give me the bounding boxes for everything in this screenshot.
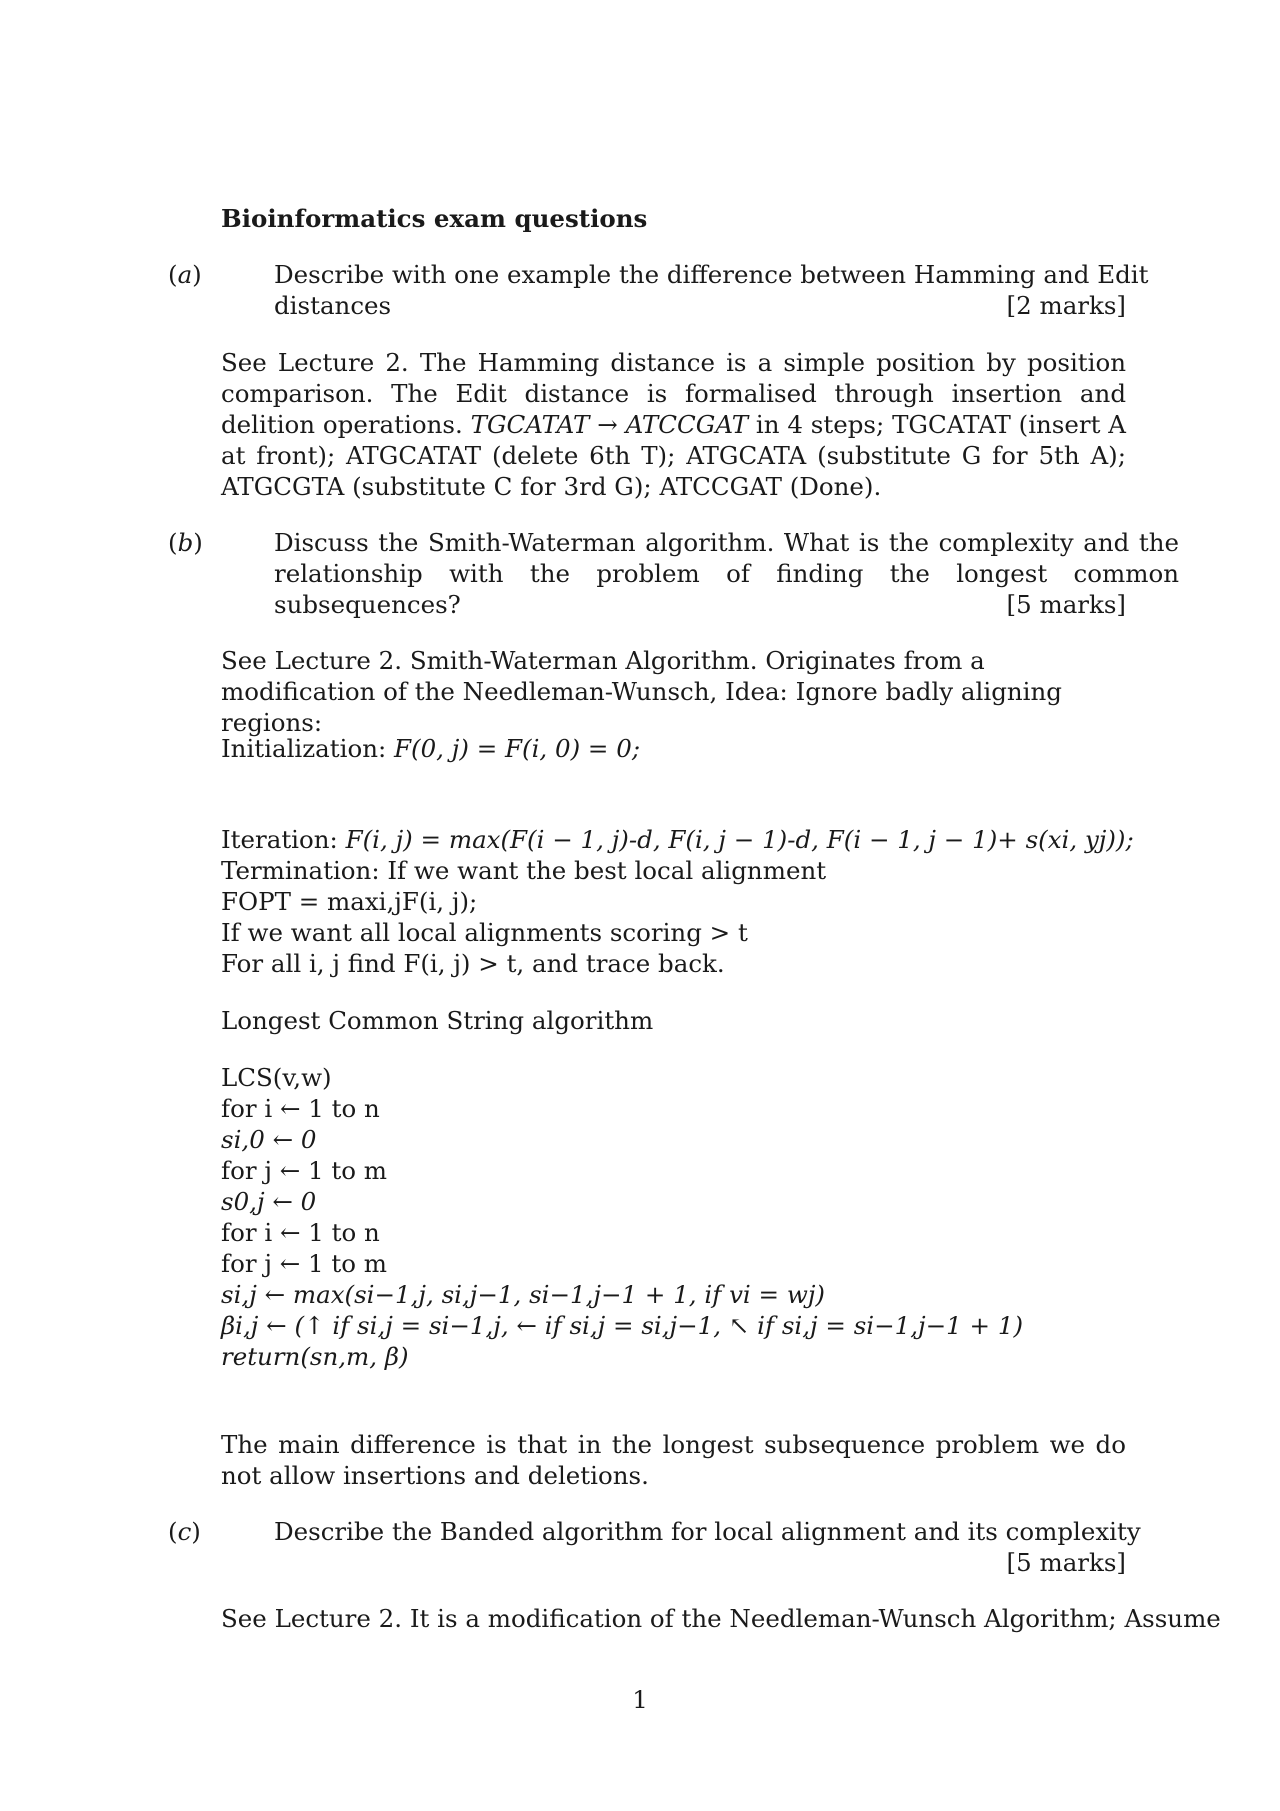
answer-a-to-seq: ATCCGAT [625,410,749,439]
iteration-label: Iteration: [221,825,338,854]
answer-a-part1: See Lecture 2. The Hamming distance is a simple position by position comparison. The Edit distance is formalised through insertion and delition operations. [221,348,1126,439]
answer-b-conclusion: The main difference is that in the longest subsequence problem we do not allow insertions and deletions. [221,1430,1126,1490]
lcs-line: βi,j ← (↑ if si,j = si−1,j, ← if si,j = si,j−1, ↖ if si,j = si−1,j−1 + 1) [221,1311,1024,1340]
question-c-label: (c) [168,1517,201,1546]
iteration-line [221,824,1134,855]
lcs-line: for i ← 1 to n [221,1218,380,1247]
answer-a [221,347,1126,502]
lcs-line: si,0 ← 0 [221,1125,317,1154]
answer-a-from-seq: TGCATAT [470,410,590,439]
question-c [168,1516,1179,1547]
fopt-line: FOPT = maxi,jF(i, j); [221,887,478,916]
all-local-line: If we want all local alignments scoring > t [221,918,748,947]
lcs-line: for j ← 1 to m [221,1156,388,1185]
question-a-text: Describe with one example the difference between Hamming and Edit distances [274,260,1149,320]
answer-a-part2: in 4 steps; TGCATAT (insert A at front); ATGCATAT (delete 6th T); ATGCATA (substitute G for 5th A); ATGCGTA (substitute C for 3rd G); ATCCGAT (Done). [221,410,1126,501]
lcs-line: for i ← 1 to n [221,1094,380,1123]
lcs-line: s0,j ← 0 [221,1187,317,1216]
answer-c-start: See Lecture 2. It is a modification of the Needleman-Wunsch Algorithm; Assume [221,1604,1221,1633]
answer-a-arrow: → [597,410,618,439]
document-title: Bioinformatics exam questions [221,204,648,233]
lcs-line: for j ← 1 to m [221,1249,388,1278]
page-number: 1 [632,1685,648,1714]
question-a-marks: [2 marks] [1006,291,1126,320]
question-b-text: Discuss the Smith-Waterman algorithm. What is the complexity and the relationship with the problem of finding the longest common subsequences? [274,528,1179,619]
initialization-formula: F(0, j) = F(i, 0) = 0; [394,734,641,763]
initialization-line [221,733,1126,764]
iteration-formula: F(i, j) = max(F(i − 1, j)-d, F(i, j − 1)-d, F(i − 1, j − 1)+ s(xi, yj)); [345,825,1134,854]
trace-line: For all i, j find F(i, j) > t, and trace back. [221,949,725,978]
answer-b-intro: See Lecture 2. Smith-Waterman Algorithm. Originates from a modification of the Needleman-Wunsch, Idea: Ignore badly aligning regions: [221,646,1062,737]
question-b-marks: [5 marks] [1006,590,1126,619]
lcs-line: si,j ← max(si−1,j, si,j−1, si−1,j−1 + 1, if vi = wj) [221,1280,825,1309]
initialization-label: Initialization: [221,734,387,763]
question-c-marks: [5 marks] [1006,1548,1126,1577]
lcs-heading: Longest Common String algorithm [221,1006,654,1035]
question-b-label: (b) [168,528,203,557]
termination-line: Termination: If we want the best local alignment [221,856,827,885]
question-a-label: (a) [168,260,202,289]
lcs-line: LCS(v,w) [221,1063,332,1092]
lcs-line: return(sn,m, β) [221,1342,409,1371]
question-c-text: Describe the Banded algorithm for local alignment and its complexity [274,1517,1141,1546]
